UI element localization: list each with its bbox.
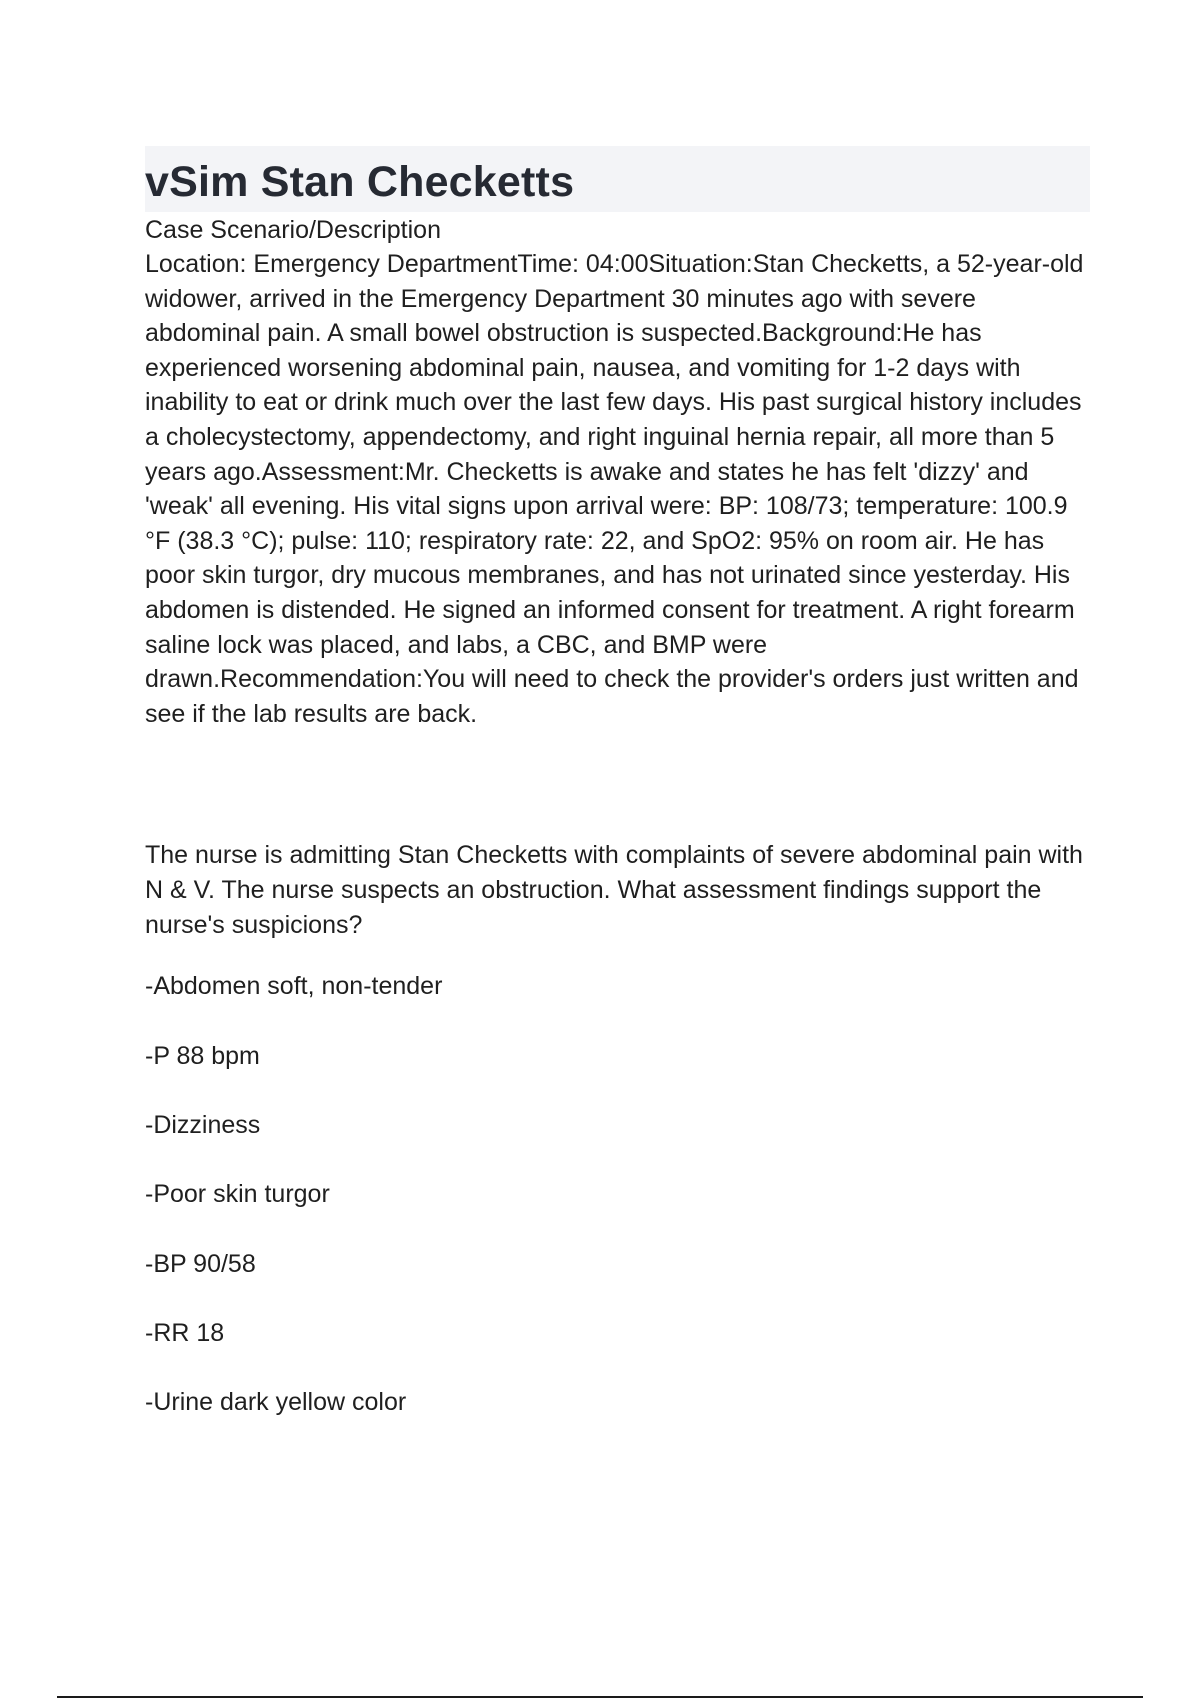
answer-option: -Abdomen soft, non-tender	[145, 972, 443, 1001]
answer-option: -Poor skin turgor	[145, 1180, 330, 1209]
case-description: Location: Emergency DepartmentTime: 04:00Situation:Stan Checketts, a 52-year-old widower, arrived in the Emergency Department 30 minutes ago with severe abdominal pain. A small bowel obstruction is suspected.Background:He has experienced worsening abdominal pain, nausea, and vomiting for 1-2 days with inability to eat or drink much over the last few days. His past surgical history includes a cholecystectomy, appendectomy, and right inguinal hernia repair, all more than 5 years ago.Assessment:Mr. Checketts is awake and states he has felt 'dizzy' and 'weak' all evening. His vital signs upon arrival were: BP: 108/73; temperature: 100.9 °F (38.3 °C); pulse: 110; respiratory rate: 22, and SpO2: 95% on room air. He has poor skin turgor, dry mucous membranes, and has not urinated since yesterday. His abdomen is distended. He signed an informed consent for treatment. A right forearm saline lock was placed, and labs, a CBC, and BMP were drawn.Recommendation:You will need to check the provider's orders just written and see if the lab results are back.	[145, 250, 1084, 728]
answer-option: -RR 18	[145, 1318, 225, 1347]
answer-option: -Dizziness	[145, 1110, 261, 1139]
answer-options	[145, 969, 1090, 1420]
page-title: vSim Stan Checketts	[145, 157, 575, 206]
title-bar	[145, 146, 1090, 212]
answer-option: -P 88 bpm	[145, 1041, 260, 1070]
answer-option: -BP 90/58	[145, 1249, 256, 1278]
question-text: The nurse is admitting Stan Checketts with complaints of severe abdominal pain with N & V. The nurse suspects an obstruction. What assessment findings support the nurse's suspicions?	[145, 841, 1083, 940]
answer-option: -Urine dark yellow color	[145, 1388, 407, 1417]
footer-divider	[57, 1696, 1143, 1698]
document-page	[145, 146, 1090, 1454]
section-label: Case Scenario/Description	[145, 216, 441, 244]
